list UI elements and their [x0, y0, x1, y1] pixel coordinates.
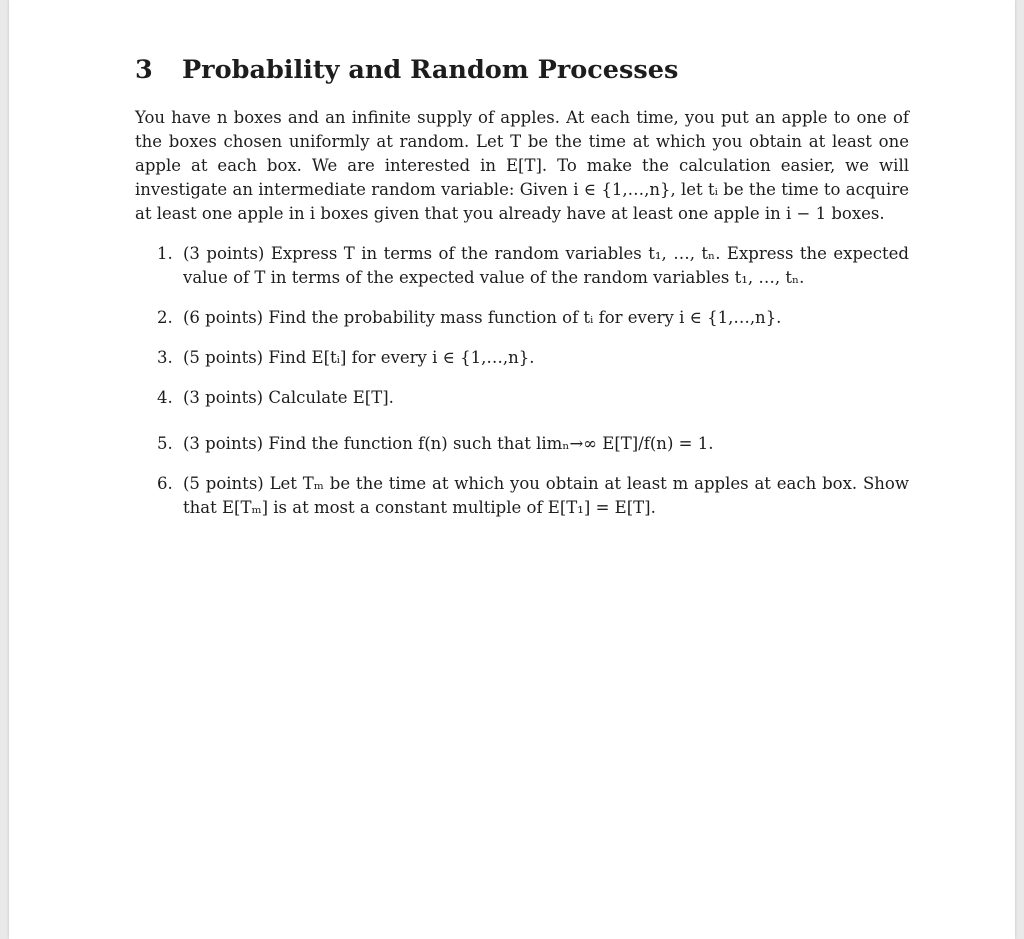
problem-number: 3.: [157, 348, 173, 367]
problem-item: [157, 432, 909, 456]
problem-text: (5 points) Find E[tᵢ] for every i ∈ {1,…,n}.: [183, 348, 535, 367]
problem-text: (3 points) Find the function f(n) such that limₙ→∞ E[T]/f(n) = 1.: [183, 434, 714, 453]
problem-item: [157, 306, 909, 330]
problem-number: 6.: [157, 474, 173, 493]
problem-item: [157, 472, 909, 520]
section-title: Probability and Random Processes: [182, 55, 679, 85]
problem-number: 4.: [157, 388, 173, 407]
problem-text: (3 points) Express T in terms of the random variables t₁, …, tₙ. Express the expected value of T in terms of the expected value of the random variables t₁, …, tₙ.: [183, 244, 909, 287]
problem-text: (6 points) Find the probability mass function of tᵢ for every i ∈ {1,…,n}.: [183, 308, 782, 327]
problem-number: 1.: [157, 244, 173, 263]
problem-number: 2.: [157, 308, 173, 327]
problem-text: (5 points) Let Tₘ be the time at which you obtain at least m apples at each box. Show that E[Tₘ] is at most a constant multiple of E[T₁] = E[T].: [183, 474, 909, 517]
intro-paragraph: You have n boxes and an infinite supply of apples. At each time, you put an apple to one of the boxes chosen uniformly at random. Let T be the time at which you obtain at least one apple at each box. We are interested in E[T]. To make the calculation easier, we will investigate an intermediate random variable: Given i ∈ {1,…,n}, let tᵢ be the time to acquire at least one apple in i boxes given that you already have at least one apple in i − 1 boxes.: [135, 108, 909, 223]
problem-list: [125, 242, 909, 520]
problem-number: 5.: [157, 434, 173, 453]
section-heading: [135, 52, 909, 88]
problem-item: [157, 242, 909, 290]
problem-item: [157, 386, 909, 410]
section-number: 3: [135, 55, 153, 85]
document-body: [125, 52, 909, 536]
problem-item: [157, 346, 909, 370]
problem-text: (3 points) Calculate E[T].: [183, 388, 394, 407]
document-page: [9, 0, 1015, 939]
